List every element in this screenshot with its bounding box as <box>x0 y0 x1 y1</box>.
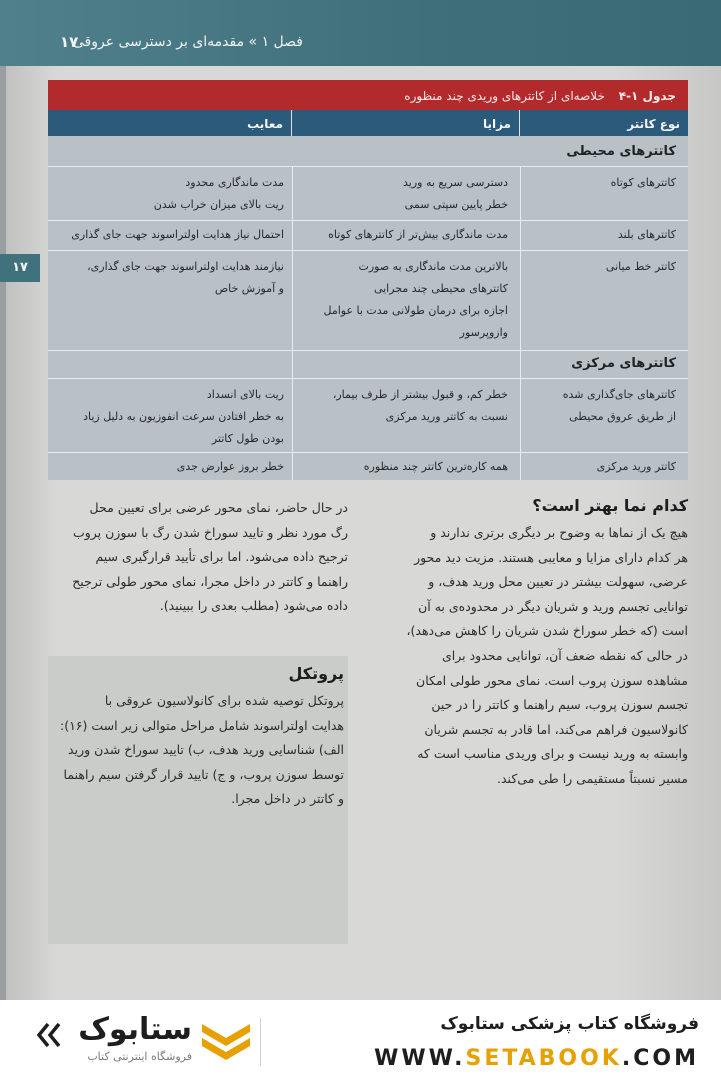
row2-adv-line: مدت ماندگاری بیش‌تر از کاتترهای کوتاه <box>328 228 508 241</box>
row-divider <box>48 452 688 453</box>
setabook-logo-icon <box>198 1018 254 1066</box>
row4-dis-line: ریت بالای انسداد <box>206 388 284 401</box>
which-view-paragraph: هیچ یک از نماها به وضوح بر دیگری برتری ندارند و هر کدام دارای مزایا و معایبی هستند. مزیت دید محور عرضی، سهولت بیشتر در تعیین محل ورید هدف، و توانایی تجسم ورید و شریان دیگر در محدوده‌ی به آن است (که خطر سوراخ شدن شریان را کاهش می‌دهد)، در حالی که نقطه ضعف آن، توانایی محدود برای مشاهده سوزن پروب است. نمای محور طولی امکان تجسم سوزن پروب، سیم راهنما و کاتتر را در حین کانولاسیون فراهم می‌کند، اما قادر به تجسم شریان وابسته به ورید نیست و برای وریدی مناسب است که مسیر نسبتاً مستقیمی را طی می‌کند. <box>406 525 688 786</box>
url-brand: SETABOOK <box>465 1046 622 1071</box>
table-caption-number: جدول ۱-۴ <box>618 89 676 103</box>
row3-adv-line: وازوپرسور <box>459 326 508 339</box>
row3-type-line: کاتتر خط میانی <box>605 260 676 273</box>
row4-adv-line: نسبت به کاتتر ورید مرکزی <box>385 410 508 423</box>
row2-dis-line: احتمال نیاز هدایت اولتراسوند جهت جای گذاری <box>71 228 284 241</box>
row4-type-line: از طریق عروق محیطی <box>569 410 676 423</box>
store-name: فروشگاه کتاب پزشکی ستابوک <box>440 1014 699 1034</box>
row5-type <box>597 456 676 478</box>
row1-adv-line: خطر پایین سپتی سمی <box>404 198 508 211</box>
left-text-column <box>48 496 348 956</box>
header-disadvantages: معایب <box>48 110 292 136</box>
row-divider <box>48 166 688 167</box>
running-header <box>0 0 721 66</box>
logo-tagline: فروشگاه اینترنتی کتاب <box>87 1050 192 1063</box>
header-type: نوع کاتتر <box>627 117 680 131</box>
row5-type-line: کاتتر ورید مرکزی <box>596 460 676 473</box>
row1-dis-line: ریت بالای میزان خراب شدن <box>153 198 284 211</box>
side-page-tab: ۱۷ <box>0 254 40 282</box>
row3-adv-line: بالاترین مدت ماندگاری به صورت <box>358 260 508 273</box>
right-text-column <box>368 496 688 956</box>
column-divider <box>520 166 521 480</box>
row5-dis-line: خطر بروز عوارض جدی <box>176 460 284 473</box>
row5-disadvantages <box>177 456 284 478</box>
double-chevron-left-icon <box>34 1020 64 1050</box>
page-number: ۱۷ <box>60 33 79 51</box>
store-footer-banner <box>0 1000 721 1080</box>
row4-advantages <box>333 384 508 428</box>
row3-advantages <box>324 256 509 344</box>
row4-adv-line: خطر کم، و قبول بیشتر از طرف بیمار، <box>332 388 508 401</box>
header-advantages: مزایا <box>292 110 520 136</box>
row-divider <box>48 220 688 221</box>
chapter-title: فصل ۱ » مقدمه‌ای بر دسترسی عروقی <box>72 34 303 50</box>
url-prefix: WWW. <box>374 1046 466 1071</box>
column-divider <box>292 166 293 480</box>
row4-disadvantages <box>83 384 284 450</box>
protocol-paragraph: پروتکل توصیه شده برای کانولاسیون عروقی با هدایت اولتراسوند شامل مراحل متوالی زیر است (۱۶): الف) شناسایی ورید هدف، ب) تایید سوراخ شدن ورید توسط سوزن پروب، و ج) تایید قرار گرفتن سیم راهنما و کاتتر در داخل مجرا. <box>60 693 344 807</box>
row1-type-line: کاتترهای کوتاه <box>610 176 676 189</box>
url-suffix: .COM <box>621 1046 699 1071</box>
row4-type-line: کاتترهای جای‌گذاری شده <box>562 388 676 401</box>
row4-dis-line: به خطر افتادن سرعت انفوزیون به دلیل زیاد <box>83 410 284 423</box>
row1-advantages <box>403 172 508 216</box>
row1-dis-line: مدت ماندگاری محدود <box>185 176 284 189</box>
current-practice-paragraph: در حال حاضر، نمای محور عرضی برای تعیین محل رگ مورد نظر و تایید سوراخ شدن رگ با سوزن پروب ترجیح داده می‌شود. اما برای تأیید قرارگیری سیم راهنما و کاتتر در داخل مجرا، نمای محور طولی ترجیح داده می‌شود (مطلب بعدی را ببینید). <box>72 500 348 614</box>
catheter-summary-table <box>48 80 688 480</box>
row1-type <box>611 172 676 194</box>
footer-divider <box>260 1018 261 1066</box>
row1-disadvantages <box>154 172 284 216</box>
row2-disadvantages <box>71 224 284 246</box>
row2-advantages <box>328 224 508 246</box>
page-edge-strip <box>0 66 6 1000</box>
row3-dis-line: نیازمند هدایت اولتراسوند جهت جای گذاری، <box>87 260 284 273</box>
section-heading-which-view: کدام نما بهتر است؟ <box>532 496 688 515</box>
logo-brand-name <box>72 1012 192 1047</box>
row4-type <box>563 384 676 428</box>
row3-adv-line: اجازه برای درمان طولانی مدت با عوامل <box>323 304 508 317</box>
row3-adv-line: کاتترهای محیطی چند مجرایی <box>373 282 508 295</box>
row5-advantages <box>364 456 508 478</box>
table-header-row <box>48 110 688 136</box>
logo-text: ستابوک <box>78 1012 192 1047</box>
row1-adv-line: دسترسی سریع به ورید <box>403 176 508 189</box>
protocol-heading: پروتکل <box>288 664 344 683</box>
group-peripheral: کاتترهای محیطی <box>566 144 676 159</box>
table-caption <box>48 80 688 110</box>
row4-dis-line: بودن طول کاتتر <box>211 432 284 445</box>
protocol-box <box>48 656 348 944</box>
store-url[interactable] <box>374 1046 699 1071</box>
group-central: کاتترهای مرکزی <box>571 356 676 371</box>
row-divider <box>48 250 688 251</box>
table-caption-title: خلاصه‌ای از کاتترهای وریدی چند منظوره <box>404 89 605 103</box>
row3-disadvantages <box>87 256 284 300</box>
row-divider <box>48 378 688 379</box>
row2-type <box>618 224 676 246</box>
row2-type-line: کاتترهای بلند <box>617 228 676 241</box>
row5-adv-line: همه کاره‌ترین کاتتر چند منظوره <box>363 460 508 473</box>
row-divider <box>48 350 688 351</box>
row3-type <box>606 256 676 278</box>
row3-dis-line: و آموزش خاص <box>214 282 284 295</box>
